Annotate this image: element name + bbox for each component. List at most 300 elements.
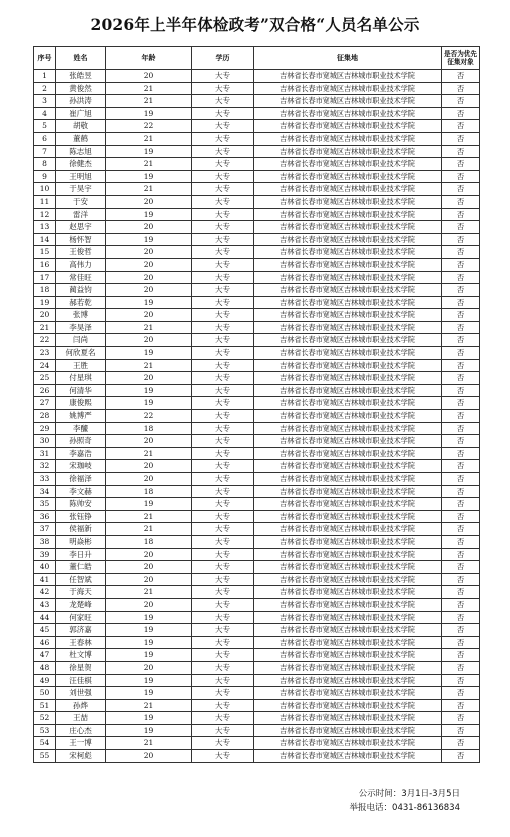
cell-education: 大专 xyxy=(192,296,254,309)
cell-origin: 吉林省长春市宽城区吉林城市职业技术学院 xyxy=(254,661,442,674)
cell-index: 11 xyxy=(34,195,56,208)
cell-priority: 否 xyxy=(442,384,480,397)
cell-index: 20 xyxy=(34,309,56,322)
cell-age: 21 xyxy=(106,737,192,750)
cell-name: 龙楚峰 xyxy=(56,598,106,611)
cell-name: 常佳旺 xyxy=(56,271,106,284)
cell-education: 大专 xyxy=(192,221,254,234)
cell-name: 郝若乾 xyxy=(56,296,106,309)
table-row xyxy=(34,510,480,523)
cell-priority: 否 xyxy=(442,372,480,385)
cell-education: 大专 xyxy=(192,561,254,574)
table-row xyxy=(34,359,480,372)
cell-education: 大专 xyxy=(192,750,254,763)
cell-index: 13 xyxy=(34,221,56,234)
table-row xyxy=(34,674,480,687)
cell-education: 大专 xyxy=(192,246,254,259)
cell-index: 14 xyxy=(34,233,56,246)
table-row xyxy=(34,447,480,460)
cell-origin: 吉林省长春市宽城区吉林城市职业技术学院 xyxy=(254,309,442,322)
cell-index: 47 xyxy=(34,649,56,662)
table-row xyxy=(34,485,480,498)
table-row xyxy=(34,699,480,712)
column-header-name: 姓名 xyxy=(56,47,106,70)
table-row xyxy=(34,309,480,322)
cell-index: 33 xyxy=(34,473,56,486)
cell-priority: 否 xyxy=(442,624,480,637)
cell-name: 张皓昱 xyxy=(56,70,106,83)
cell-priority: 否 xyxy=(442,422,480,435)
cell-age: 19 xyxy=(106,624,192,637)
cell-age: 20 xyxy=(106,661,192,674)
cell-age: 21 xyxy=(106,132,192,145)
cell-origin: 吉林省长春市宽城区吉林城市职业技术学院 xyxy=(254,636,442,649)
cell-education: 大专 xyxy=(192,661,254,674)
table-row xyxy=(34,321,480,334)
cell-priority: 否 xyxy=(442,82,480,95)
cell-priority: 否 xyxy=(442,724,480,737)
cell-education: 大专 xyxy=(192,309,254,322)
cell-name: 明焱彬 xyxy=(56,535,106,548)
table-row xyxy=(34,246,480,259)
cell-origin: 吉林省长春市宽城区吉林城市职业技术学院 xyxy=(254,321,442,334)
cell-education: 大专 xyxy=(192,132,254,145)
cell-age: 20 xyxy=(106,284,192,297)
cell-education: 大专 xyxy=(192,699,254,712)
cell-priority: 否 xyxy=(442,586,480,599)
cell-age: 19 xyxy=(106,296,192,309)
cell-priority: 否 xyxy=(442,435,480,448)
cell-origin: 吉林省长春市宽城区吉林城市职业技术学院 xyxy=(254,750,442,763)
cell-index: 44 xyxy=(34,611,56,624)
cell-priority: 否 xyxy=(442,674,480,687)
cell-age: 22 xyxy=(106,410,192,423)
cell-age: 20 xyxy=(106,258,192,271)
cell-priority: 否 xyxy=(442,258,480,271)
cell-priority: 否 xyxy=(442,132,480,145)
cell-priority: 否 xyxy=(442,183,480,196)
cell-name: 雷洋 xyxy=(56,208,106,221)
table-row xyxy=(34,271,480,284)
cell-index: 23 xyxy=(34,347,56,360)
cell-education: 大专 xyxy=(192,258,254,271)
cell-age: 20 xyxy=(106,473,192,486)
cell-index: 25 xyxy=(34,372,56,385)
cell-priority: 否 xyxy=(442,233,480,246)
cell-name: 李醵 xyxy=(56,422,106,435)
table-row xyxy=(34,598,480,611)
cell-origin: 吉林省长春市宽城区吉林城市职业技术学院 xyxy=(254,586,442,599)
cell-priority: 否 xyxy=(442,573,480,586)
cell-origin: 吉林省长春市宽城区吉林城市职业技术学院 xyxy=(254,384,442,397)
cell-age: 20 xyxy=(106,750,192,763)
cell-priority: 否 xyxy=(442,145,480,158)
cell-index: 26 xyxy=(34,384,56,397)
cell-index: 37 xyxy=(34,523,56,536)
column-header-priority: 是否为优先征集对象 xyxy=(442,47,480,70)
cell-education: 大专 xyxy=(192,737,254,750)
cell-name: 杨怀智 xyxy=(56,233,106,246)
cell-index: 2 xyxy=(34,82,56,95)
cell-name: 高伟力 xyxy=(56,258,106,271)
cell-education: 大专 xyxy=(192,473,254,486)
table-row xyxy=(34,687,480,700)
cell-name: 宋珈岐 xyxy=(56,460,106,473)
cell-name: 汪佳棋 xyxy=(56,674,106,687)
cell-education: 大专 xyxy=(192,183,254,196)
cell-index: 19 xyxy=(34,296,56,309)
cell-origin: 吉林省长春市宽城区吉林城市职业技术学院 xyxy=(254,170,442,183)
cell-education: 大专 xyxy=(192,422,254,435)
cell-name: 何清华 xyxy=(56,384,106,397)
table-row xyxy=(34,221,480,234)
cell-index: 18 xyxy=(34,284,56,297)
cell-priority: 否 xyxy=(442,284,480,297)
cell-name: 付星琪 xyxy=(56,372,106,385)
cell-education: 大专 xyxy=(192,611,254,624)
cell-education: 大专 xyxy=(192,687,254,700)
table-row xyxy=(34,258,480,271)
table-row xyxy=(34,498,480,511)
cell-priority: 否 xyxy=(442,208,480,221)
table-row xyxy=(34,208,480,221)
cell-age: 22 xyxy=(106,120,192,133)
cell-index: 55 xyxy=(34,750,56,763)
cell-age: 19 xyxy=(106,397,192,410)
cell-index: 50 xyxy=(34,687,56,700)
cell-age: 20 xyxy=(106,573,192,586)
table-row xyxy=(34,70,480,83)
cell-origin: 吉林省长春市宽城区吉林城市职业技术学院 xyxy=(254,649,442,662)
table-row xyxy=(34,410,480,423)
cell-education: 大专 xyxy=(192,460,254,473)
cell-education: 大专 xyxy=(192,435,254,448)
cell-education: 大专 xyxy=(192,82,254,95)
table-row xyxy=(34,523,480,536)
cell-name: 庄心杰 xyxy=(56,724,106,737)
table-row xyxy=(34,435,480,448)
cell-education: 大专 xyxy=(192,636,254,649)
cell-age: 21 xyxy=(106,183,192,196)
cell-education: 大专 xyxy=(192,359,254,372)
cell-origin: 吉林省长春市宽城区吉林城市职业技术学院 xyxy=(254,95,442,108)
cell-priority: 否 xyxy=(442,195,480,208)
cell-priority: 否 xyxy=(442,107,480,120)
cell-priority: 否 xyxy=(442,95,480,108)
cell-name: 董仁皓 xyxy=(56,561,106,574)
cell-age: 20 xyxy=(106,271,192,284)
cell-origin: 吉林省长春市宽城区吉林城市职业技术学院 xyxy=(254,208,442,221)
cell-origin: 吉林省长春市宽城区吉林城市职业技术学院 xyxy=(254,271,442,284)
cell-origin: 吉林省长春市宽城区吉林城市职业技术学院 xyxy=(254,120,442,133)
cell-index: 31 xyxy=(34,447,56,460)
cell-education: 大专 xyxy=(192,397,254,410)
cell-education: 大专 xyxy=(192,372,254,385)
cell-index: 9 xyxy=(34,170,56,183)
cell-education: 大专 xyxy=(192,535,254,548)
table-row xyxy=(34,460,480,473)
cell-name: 王明旭 xyxy=(56,170,106,183)
cell-name: 陈帅安 xyxy=(56,498,106,511)
table-row xyxy=(34,611,480,624)
cell-name: 徐星贺 xyxy=(56,661,106,674)
cell-origin: 吉林省长春市宽城区吉林城市职业技术学院 xyxy=(254,246,442,259)
cell-origin: 吉林省长春市宽城区吉林城市职业技术学院 xyxy=(254,460,442,473)
table-row xyxy=(34,573,480,586)
cell-education: 大专 xyxy=(192,523,254,536)
cell-name: 何欣夏名 xyxy=(56,347,106,360)
cell-origin: 吉林省长春市宽城区吉林城市职业技术学院 xyxy=(254,535,442,548)
cell-name: 赵思宇 xyxy=(56,221,106,234)
cell-origin: 吉林省长春市宽城区吉林城市职业技术学院 xyxy=(254,447,442,460)
cell-education: 大专 xyxy=(192,649,254,662)
cell-age: 19 xyxy=(106,674,192,687)
cell-index: 7 xyxy=(34,145,56,158)
cell-origin: 吉林省长春市宽城区吉林城市职业技术学院 xyxy=(254,221,442,234)
cell-origin: 吉林省长春市宽城区吉林城市职业技术学院 xyxy=(254,573,442,586)
cell-age: 21 xyxy=(106,586,192,599)
page-title: 2026年上半年体检政考”双合格“人员名单公示 xyxy=(90,15,420,34)
cell-age: 20 xyxy=(106,221,192,234)
cell-index: 41 xyxy=(34,573,56,586)
cell-origin: 吉林省长春市宽城区吉林城市职业技术学院 xyxy=(254,347,442,360)
cell-age: 19 xyxy=(106,170,192,183)
cell-age: 21 xyxy=(106,359,192,372)
cell-priority: 否 xyxy=(442,70,480,83)
cell-name: 张博 xyxy=(56,309,106,322)
cell-name: 于海天 xyxy=(56,586,106,599)
table-row xyxy=(34,384,480,397)
cell-index: 34 xyxy=(34,485,56,498)
cell-age: 21 xyxy=(106,82,192,95)
cell-origin: 吉林省长春市宽城区吉林城市职业技术学院 xyxy=(254,624,442,637)
cell-origin: 吉林省长春市宽城区吉林城市职业技术学院 xyxy=(254,548,442,561)
cell-priority: 否 xyxy=(442,523,480,536)
cell-name: 王俊哲 xyxy=(56,246,106,259)
table-row xyxy=(34,712,480,725)
cell-education: 大专 xyxy=(192,107,254,120)
cell-priority: 否 xyxy=(442,636,480,649)
cell-name: 孙照奇 xyxy=(56,435,106,448)
cell-name: 于安 xyxy=(56,195,106,208)
cell-age: 19 xyxy=(106,712,192,725)
cell-education: 大专 xyxy=(192,573,254,586)
cell-origin: 吉林省长春市宽城区吉林城市职业技术学院 xyxy=(254,284,442,297)
cell-priority: 否 xyxy=(442,158,480,171)
cell-education: 大专 xyxy=(192,510,254,523)
cell-name: 李日升 xyxy=(56,548,106,561)
table-row xyxy=(34,724,480,737)
table-row xyxy=(34,548,480,561)
cell-education: 大专 xyxy=(192,485,254,498)
cell-origin: 吉林省长春市宽城区吉林城市职业技术学院 xyxy=(254,132,442,145)
cell-age: 21 xyxy=(106,321,192,334)
cell-origin: 吉林省长春市宽城区吉林城市职业技术学院 xyxy=(254,712,442,725)
cell-priority: 否 xyxy=(442,737,480,750)
cell-education: 大专 xyxy=(192,410,254,423)
cell-name: 杜文博 xyxy=(56,649,106,662)
cell-priority: 否 xyxy=(442,271,480,284)
cell-name: 郭济嘉 xyxy=(56,624,106,637)
cell-name: 姚博严 xyxy=(56,410,106,423)
cell-origin: 吉林省长春市宽城区吉林城市职业技术学院 xyxy=(254,183,442,196)
cell-education: 大专 xyxy=(192,170,254,183)
cell-name: 宋柯彪 xyxy=(56,750,106,763)
cell-age: 20 xyxy=(106,561,192,574)
cell-origin: 吉林省长春市宽城区吉林城市职业技术学院 xyxy=(254,598,442,611)
cell-priority: 否 xyxy=(442,334,480,347)
cell-name: 孙洪涛 xyxy=(56,95,106,108)
cell-priority: 否 xyxy=(442,661,480,674)
table-row xyxy=(34,95,480,108)
cell-index: 12 xyxy=(34,208,56,221)
cell-age: 19 xyxy=(106,687,192,700)
cell-priority: 否 xyxy=(442,246,480,259)
cell-education: 大专 xyxy=(192,120,254,133)
cell-age: 19 xyxy=(106,611,192,624)
cell-age: 21 xyxy=(106,95,192,108)
cell-origin: 吉林省长春市宽城区吉林城市职业技术学院 xyxy=(254,724,442,737)
cell-education: 大专 xyxy=(192,284,254,297)
cell-name: 徐健杰 xyxy=(56,158,106,171)
cell-education: 大专 xyxy=(192,586,254,599)
cell-index: 16 xyxy=(34,258,56,271)
table-row xyxy=(34,132,480,145)
cell-priority: 否 xyxy=(442,750,480,763)
cell-priority: 否 xyxy=(442,120,480,133)
cell-origin: 吉林省长春市宽城区吉林城市职业技术学院 xyxy=(254,397,442,410)
cell-name: 蔺益钧 xyxy=(56,284,106,297)
cell-index: 54 xyxy=(34,737,56,750)
cell-priority: 否 xyxy=(442,473,480,486)
cell-origin: 吉林省长春市宽城区吉林城市职业技术学院 xyxy=(254,435,442,448)
cell-name: 康俊熙 xyxy=(56,397,106,410)
table-row xyxy=(34,586,480,599)
table-row xyxy=(34,107,480,120)
cell-priority: 否 xyxy=(442,321,480,334)
cell-index: 15 xyxy=(34,246,56,259)
cell-name: 王一博 xyxy=(56,737,106,750)
cell-priority: 否 xyxy=(442,296,480,309)
cell-age: 19 xyxy=(106,145,192,158)
cell-priority: 否 xyxy=(442,699,480,712)
table-row xyxy=(34,195,480,208)
cell-origin: 吉林省长春市宽城区吉林城市职业技术学院 xyxy=(254,498,442,511)
cell-age: 21 xyxy=(106,523,192,536)
cell-age: 20 xyxy=(106,334,192,347)
cell-age: 19 xyxy=(106,636,192,649)
cell-age: 20 xyxy=(106,372,192,385)
table-row xyxy=(34,561,480,574)
cell-priority: 否 xyxy=(442,170,480,183)
cell-name: 刘世强 xyxy=(56,687,106,700)
cell-age: 19 xyxy=(106,498,192,511)
table-row xyxy=(34,372,480,385)
cell-name: 何家旺 xyxy=(56,611,106,624)
cell-education: 大专 xyxy=(192,598,254,611)
column-header-origin: 征集地 xyxy=(254,47,442,70)
cell-education: 大专 xyxy=(192,498,254,511)
cell-priority: 否 xyxy=(442,309,480,322)
cell-origin: 吉林省长春市宽城区吉林城市职业技术学院 xyxy=(254,359,442,372)
cell-age: 19 xyxy=(106,347,192,360)
cell-name: 王春林 xyxy=(56,636,106,649)
cell-index: 46 xyxy=(34,636,56,649)
cell-priority: 否 xyxy=(442,485,480,498)
cell-name: 王胜 xyxy=(56,359,106,372)
cell-education: 大专 xyxy=(192,195,254,208)
cell-index: 22 xyxy=(34,334,56,347)
cell-origin: 吉林省长春市宽城区吉林城市职业技术学院 xyxy=(254,422,442,435)
table-row xyxy=(34,397,480,410)
cell-index: 29 xyxy=(34,422,56,435)
cell-index: 28 xyxy=(34,410,56,423)
cell-age: 18 xyxy=(106,422,192,435)
table-row xyxy=(34,473,480,486)
cell-index: 43 xyxy=(34,598,56,611)
cell-index: 1 xyxy=(34,70,56,83)
cell-index: 4 xyxy=(34,107,56,120)
cell-education: 大专 xyxy=(192,158,254,171)
cell-age: 20 xyxy=(106,246,192,259)
cell-name: 李文赫 xyxy=(56,485,106,498)
cell-age: 21 xyxy=(106,158,192,171)
cell-education: 大专 xyxy=(192,334,254,347)
cell-origin: 吉林省长春市宽城区吉林城市职业技术学院 xyxy=(254,473,442,486)
table-row xyxy=(34,334,480,347)
cell-index: 52 xyxy=(34,712,56,725)
cell-index: 8 xyxy=(34,158,56,171)
cell-age: 20 xyxy=(106,195,192,208)
table-row xyxy=(34,624,480,637)
table-row xyxy=(34,535,480,548)
cell-name: 王喆 xyxy=(56,712,106,725)
cell-origin: 吉林省长春市宽城区吉林城市职业技术学院 xyxy=(254,233,442,246)
cell-index: 21 xyxy=(34,321,56,334)
cell-education: 大专 xyxy=(192,70,254,83)
cell-age: 20 xyxy=(106,598,192,611)
cell-priority: 否 xyxy=(442,649,480,662)
cell-age: 20 xyxy=(106,70,192,83)
cell-index: 6 xyxy=(34,132,56,145)
cell-name: 张钰铮 xyxy=(56,510,106,523)
cell-index: 36 xyxy=(34,510,56,523)
cell-age: 19 xyxy=(106,384,192,397)
cell-origin: 吉林省长春市宽城区吉林城市职业技术学院 xyxy=(254,687,442,700)
cell-index: 38 xyxy=(34,535,56,548)
cell-origin: 吉林省长春市宽城区吉林城市职业技术学院 xyxy=(254,195,442,208)
cell-name: 李昊泽 xyxy=(56,321,106,334)
cell-age: 18 xyxy=(106,535,192,548)
cell-origin: 吉林省长春市宽城区吉林城市职业技术学院 xyxy=(254,372,442,385)
cell-priority: 否 xyxy=(442,460,480,473)
cell-age: 19 xyxy=(106,107,192,120)
column-header-index: 序号 xyxy=(34,47,56,70)
table-row xyxy=(34,737,480,750)
cell-age: 20 xyxy=(106,309,192,322)
cell-name: 崔广旭 xyxy=(56,107,106,120)
cell-index: 51 xyxy=(34,699,56,712)
cell-priority: 否 xyxy=(442,498,480,511)
cell-priority: 否 xyxy=(442,535,480,548)
cell-priority: 否 xyxy=(442,561,480,574)
roster-table xyxy=(33,46,480,763)
cell-age: 20 xyxy=(106,435,192,448)
cell-education: 大专 xyxy=(192,145,254,158)
cell-origin: 吉林省长春市宽城区吉林城市职业技术学院 xyxy=(254,158,442,171)
publicity-period: 公示时间：3月1日-3月5日 xyxy=(358,789,460,799)
cell-education: 大专 xyxy=(192,674,254,687)
